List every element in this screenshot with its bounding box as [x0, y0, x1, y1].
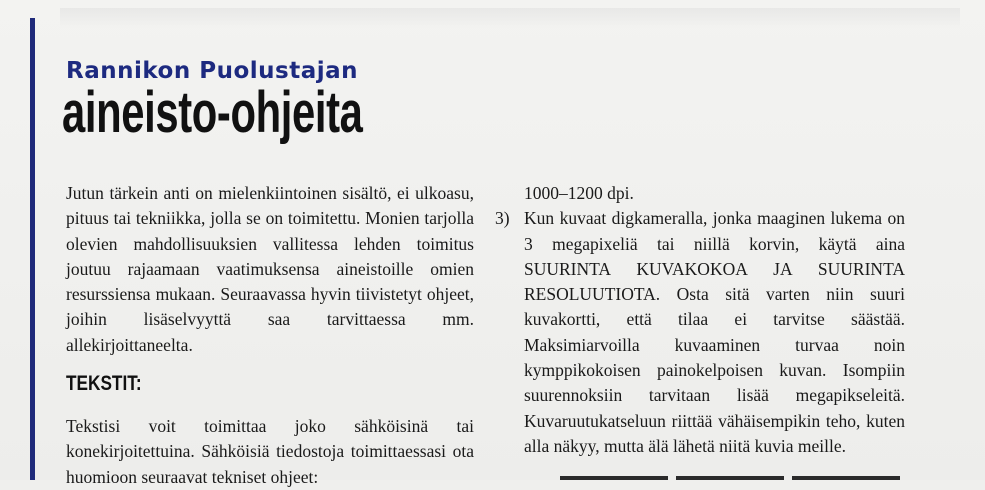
continuation-text: 1000–1200 dpi. — [524, 183, 634, 203]
list-item-number: 3) — [495, 208, 510, 229]
article-title: aineisto-ohjeita — [62, 80, 363, 145]
frame-bar — [676, 476, 784, 480]
left-column — [66, 181, 474, 490]
list-item — [495, 206, 905, 459]
left-accent-rule — [30, 18, 35, 480]
right-column — [495, 181, 905, 459]
subheading-block — [66, 368, 474, 404]
image-frame-edge — [560, 476, 900, 480]
list-item-text: Kun kuvaat digkameralla, jonka maaginen lukema on 3 megapixeliä tai niillä korvin, käytä aina SUURINTA KUVAKOKOA JA SUURINTA RESOLUUTIOTA. Osta sitä varten niin suuri kuvakortti, että tilaa ei tarvitse säästää. Maksimiarvoilla kuvaaminen turvaa noin kymppikokoisen painokelpoisen kuvan. Isompiin suurennoksiin tarvitaan lisää megapikseleitä. Kuvaruutukatseluun riittää vähäisempikin teho, kuten alla näkyy, mutta älä lähetä niitä kuvia meille. — [524, 208, 905, 456]
continuation-line — [495, 181, 905, 206]
body-paragraph: Tekstisi voit toimittaa joko sähköisinä tai konekirjoitettuina. Sähköisiä tiedostoja toimittaessasi ota huomioon seuraavat tekniset ohjeet: — [66, 416, 474, 487]
bleed-through-shadow — [60, 8, 960, 28]
frame-bar — [792, 476, 900, 480]
intro-paragraph: Jutun tärkein anti on mielenkiintoinen sisältö, ei ulkoasu, pituus tai tekniikka, jolla se on toimitettu. Monien tarjolla olevien mahdollisuuksien vallitessa lehden toimitus joutuu rajaamaan vaatimuksensa aineistoille omien resurssiensa mukaan. Seuraavassa hyvin tiivistetyt ohjeet, joihin lisäselvyyttä saa tarvittaessa mm. allekirjoittaneelta. — [66, 183, 474, 355]
subheading-tekstit: TEKSTIT: — [66, 372, 142, 396]
article-kicker: Rannikon Puolustajan — [66, 58, 358, 84]
frame-bar — [560, 476, 668, 480]
